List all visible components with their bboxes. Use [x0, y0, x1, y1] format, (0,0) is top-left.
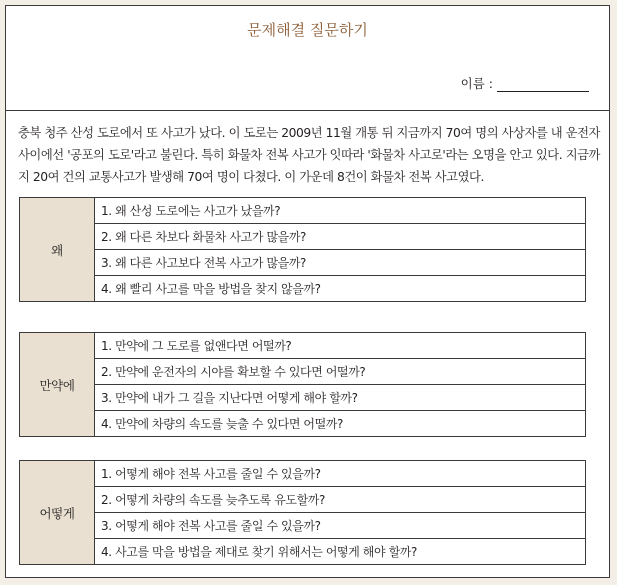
name-label: 이름 :	[460, 76, 493, 91]
section-label-why: 왜	[20, 198, 95, 302]
question-row: 3. 만약에 내가 그 길을 지난다면 어떻게 해야 할까?	[95, 385, 586, 411]
section-label-what-if: 만약에	[20, 333, 95, 437]
question-row: 4. 만약에 차량의 속도를 늦출 수 있다면 어떨까?	[95, 411, 586, 437]
question-row: 1. 만약에 그 도로를 없앤다면 어떨까?	[95, 333, 586, 359]
question-row: 3. 왜 다른 사고보다 전복 사고가 많을까?	[95, 250, 586, 276]
name-field	[461, 74, 589, 92]
how-question-table	[19, 460, 586, 565]
question-row: 1. 왜 산성 도로에는 사고가 났을까?	[95, 198, 586, 224]
question-row: 2. 왜 다른 차보다 화물차 사고가 많을까?	[95, 224, 586, 250]
why-question-table	[19, 197, 586, 302]
worksheet-title: 문제해결 질문하기	[247, 21, 368, 39]
section-label-how: 어떻게	[20, 461, 95, 565]
news-passage: 충북 청주 산성 도로에서 또 사고가 났다. 이 도로는 2009년 11월 개통 뒤 지금까지 70여 명의 사상자를 내 운전자 사이에선 '공포의 도로'라고 불린다. 특히 화물차 전복 사고가 잇따라 '화물차 사고로'라는 오명을 안고 있다. 지금까지 20여 건의 교통사고가 발생해 70여 명이 다쳤다. 이 가운데 8건이 화물차 전복 사고였다.	[18, 126, 600, 184]
question-row: 1. 어떻게 해야 전복 사고를 줄일 수 있을까?	[95, 461, 586, 487]
question-row: 4. 왜 빨리 사고를 막을 방법을 찾지 않을까?	[95, 276, 586, 302]
question-row: 3. 어떻게 해야 전복 사고를 줄일 수 있을까?	[95, 513, 586, 539]
question-row: 2. 만약에 운전자의 시야를 확보할 수 있다면 어떨까?	[95, 359, 586, 385]
name-blank[interactable]	[497, 77, 589, 92]
question-row: 2. 어떻게 차량의 속도를 늦추도록 유도할까?	[95, 487, 586, 513]
what-if-question-table	[19, 332, 586, 437]
header-divider	[6, 110, 609, 111]
question-row: 4. 사고를 막을 방법을 제대로 찾기 위해서는 어떻게 해야 할까?	[95, 539, 586, 565]
